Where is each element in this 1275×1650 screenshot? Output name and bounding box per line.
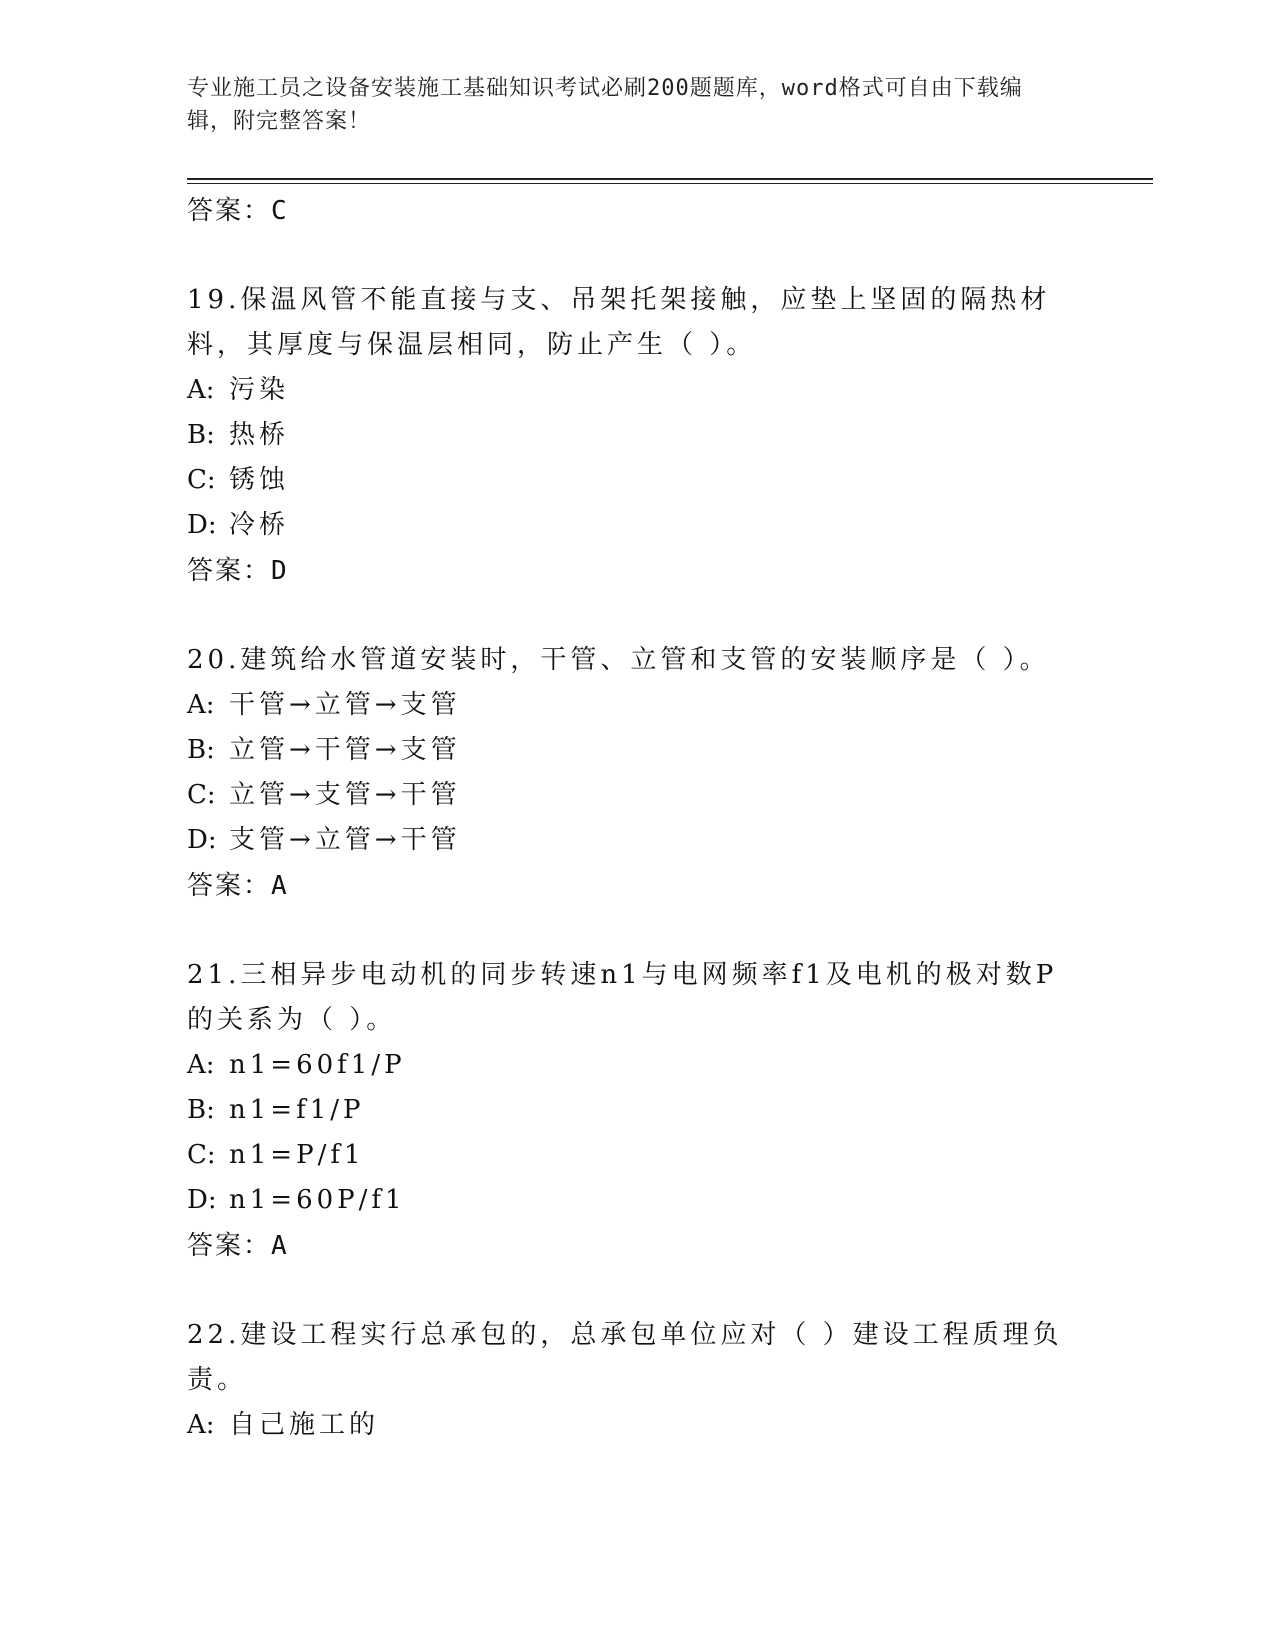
option-letter: D:: [187, 1185, 217, 1215]
question-item: [187, 278, 1087, 594]
option-d: [187, 818, 1087, 863]
option-letter: A:: [187, 1050, 215, 1080]
option-text: 污染: [229, 375, 290, 405]
answer-value: A: [271, 1231, 289, 1261]
option-text: 锈蚀: [229, 465, 290, 495]
answer-label: 答案：: [187, 871, 272, 901]
spacer: [187, 594, 1087, 638]
answer-line: [187, 188, 1087, 234]
option-d: [187, 1178, 1087, 1223]
answer-label: 答案：: [187, 556, 272, 586]
answer-label: 答案：: [187, 1231, 272, 1261]
option-c: [187, 458, 1087, 503]
option-text: n1=60f1/P: [229, 1050, 406, 1080]
document-header: [187, 72, 1067, 138]
option-a: [187, 683, 1087, 728]
option-text: 立管→干管→支管: [229, 735, 461, 765]
option-letter: A:: [187, 1410, 215, 1440]
option-a: [187, 1043, 1087, 1088]
option-text: 自己施工的: [229, 1410, 380, 1440]
option-text: 冷桥: [229, 510, 290, 540]
question-item: [187, 953, 1087, 1269]
option-letter: B:: [187, 1095, 215, 1125]
option-text: 热桥: [229, 420, 290, 450]
option-text: 支管→立管→干管: [229, 825, 461, 855]
option-b: [187, 413, 1087, 458]
option-c: [187, 1133, 1087, 1178]
answer-value: D: [271, 556, 289, 586]
option-letter: C:: [187, 465, 216, 495]
option-a: [187, 1403, 1087, 1448]
answer-value: A: [271, 871, 289, 901]
spacer: [187, 1269, 1087, 1313]
spacer: [187, 909, 1087, 953]
question-stem: 19.保温风管不能直接与支、吊架托架接触，应垫上坚固的隔热材料，其厚度与保温层相同，防止产生（ ）。: [187, 285, 1051, 360]
option-text: n1=P/f1: [229, 1140, 365, 1170]
option-text: 立管→支管→干管: [229, 780, 461, 810]
question-stem: 22.建设工程实行总承包的，总承包单位应对（ ）建设工程质理负责。: [187, 1320, 1063, 1395]
header-divider: [187, 178, 1153, 184]
answer-label: 答案：: [187, 196, 272, 226]
option-c: [187, 773, 1087, 818]
option-b: [187, 728, 1087, 773]
option-letter: C:: [187, 1140, 216, 1170]
answer-value: C: [271, 196, 289, 226]
option-letter: A:: [187, 375, 215, 405]
option-text: 干管→立管→支管: [229, 690, 461, 720]
option-text: n1=60P/f1: [229, 1185, 406, 1215]
option-b: [187, 1088, 1087, 1133]
answer-line: [187, 548, 1087, 594]
question-stem: 20.建筑给水管道安装时，干管、立管和支管的安装顺序是（ ）。: [187, 645, 1050, 675]
question-stem: 21.三相异步电动机的同步转速n1与电网频率f1及电机的极对数P的关系为（ ）。: [187, 960, 1058, 1035]
spacer: [187, 234, 1087, 278]
option-text: n1=f1/P: [229, 1095, 365, 1125]
option-letter: B:: [187, 420, 215, 450]
question-item: [187, 1313, 1087, 1448]
header-text: 专业施工员之设备安装施工基础知识考试必刷200题题库，word格式可自由下载编辑，附完整答案！: [187, 76, 1023, 134]
option-letter: C:: [187, 780, 216, 810]
option-d: [187, 503, 1087, 548]
option-a: [187, 368, 1087, 413]
option-letter: D:: [187, 510, 217, 540]
option-letter: A:: [187, 690, 215, 720]
answer-line: [187, 1223, 1087, 1269]
option-letter: D:: [187, 825, 217, 855]
document-body: [187, 188, 1087, 1448]
option-letter: B:: [187, 735, 215, 765]
question-item: [187, 638, 1087, 909]
answer-line: [187, 863, 1087, 909]
